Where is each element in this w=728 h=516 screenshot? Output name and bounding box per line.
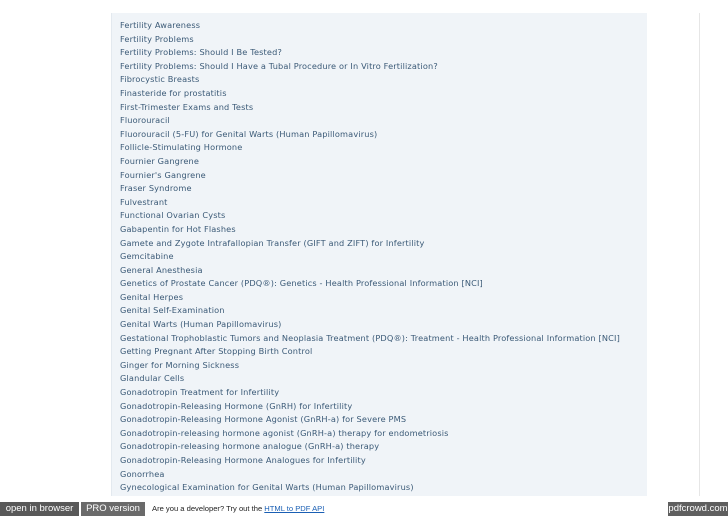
topic-link[interactable]: Fibrocystic Breasts xyxy=(120,74,200,85)
list-item xyxy=(120,166,620,180)
topic-link[interactable]: Gamete and Zygote Intrafallopian Transfer (GIFT and ZIFT) for Infertility xyxy=(120,237,425,248)
topic-link[interactable]: Gemcitabine xyxy=(120,251,174,262)
topic-link[interactable]: Gonadotropin-releasing hormone agonist (GnRH-a) therapy for endometriosis xyxy=(120,427,449,438)
list-item xyxy=(120,437,620,451)
list-item xyxy=(120,220,620,234)
list-item xyxy=(120,301,620,315)
developer-promo xyxy=(152,502,324,516)
list-item xyxy=(120,261,620,275)
pdfcrowd-footer-bar xyxy=(0,502,728,516)
list-item xyxy=(120,206,620,220)
list-item xyxy=(120,397,620,411)
topic-link[interactable]: Fournier Gangrene xyxy=(120,155,200,166)
list-item xyxy=(120,30,620,44)
list-item xyxy=(120,465,620,479)
list-item xyxy=(120,125,620,139)
list-item xyxy=(120,234,620,248)
topic-link[interactable]: Fertility Problems: Should I Have a Tubal Procedure or In Vitro Fertilization? xyxy=(120,60,438,71)
pro-version-button[interactable]: PRO version xyxy=(81,502,145,516)
topic-link[interactable]: Fulvestrant xyxy=(120,196,168,207)
topic-link[interactable]: Genital Warts (Human Papillomavirus) xyxy=(120,319,282,330)
list-item xyxy=(120,193,620,207)
list-item xyxy=(120,451,620,465)
topic-link[interactable]: General Anesthesia xyxy=(120,264,203,275)
topic-link[interactable]: Genetics of Prostate Cancer (PDQ®): Genetics - Health Professional Information [NCI] xyxy=(120,278,483,289)
promo-text: Are you a developer? Try out the xyxy=(152,504,265,513)
topic-link[interactable]: Gestational Trophoblastic Tumors and Neoplasia Treatment (PDQ®): Treatment - Health Professional Information [NCI] xyxy=(120,332,620,343)
list-item xyxy=(120,70,620,84)
list-item xyxy=(120,288,620,302)
topic-link[interactable]: Fluorouracil (5-FU) for Genital Warts (Human Papillomavirus) xyxy=(120,128,378,139)
topic-link-list xyxy=(120,16,620,492)
list-item xyxy=(120,369,620,383)
list-item xyxy=(120,424,620,438)
topic-link[interactable]: Gonadotropin-Releasing Hormone (GnRH) for Infertility xyxy=(120,400,353,411)
html-to-pdf-api-link[interactable]: HTML to PDF API xyxy=(264,504,325,513)
list-item xyxy=(120,111,620,125)
topic-link[interactable]: Glandular Cells xyxy=(120,373,185,384)
list-item xyxy=(120,329,620,343)
list-item xyxy=(120,356,620,370)
topic-link[interactable]: Gonadotropin-Releasing Hormone Agonist (GnRH-a) for Severe PMS xyxy=(120,414,407,425)
topic-link[interactable]: Finasteride for prostatitis xyxy=(120,87,227,98)
list-item xyxy=(120,274,620,288)
topic-link[interactable]: Fertility Problems: Should I Be Tested? xyxy=(120,47,282,58)
list-item xyxy=(120,152,620,166)
topic-link[interactable]: Ginger for Morning Sickness xyxy=(120,359,240,370)
topic-link[interactable]: Fournier's Gangrene xyxy=(120,169,206,180)
list-item xyxy=(120,138,620,152)
topic-link[interactable]: Follicle-Stimulating Hormone xyxy=(120,142,243,153)
list-item xyxy=(120,247,620,261)
list-item xyxy=(120,410,620,424)
topic-link[interactable]: Genital Self-Examination xyxy=(120,305,225,316)
list-item xyxy=(120,57,620,71)
list-item xyxy=(120,342,620,356)
pdfcrowd-brand-link[interactable]: pdfcrowd.com xyxy=(668,503,728,514)
list-item xyxy=(120,315,620,329)
topic-link[interactable]: Gonadotropin-releasing hormone analogue (GnRH-a) therapy xyxy=(120,441,380,452)
topic-link[interactable]: Gynecological Examination for Genital Warts (Human Papillomavirus) xyxy=(120,482,414,493)
right-margin-strip xyxy=(647,13,700,496)
topic-link[interactable]: Gonadotropin Treatment for Infertility xyxy=(120,387,280,398)
topic-link[interactable]: Functional Ovarian Cysts xyxy=(120,210,226,221)
topic-link[interactable]: Genital Herpes xyxy=(120,291,184,302)
topic-link[interactable]: Getting Pregnant After Stopping Birth Control xyxy=(120,346,313,357)
list-item xyxy=(120,383,620,397)
topic-link[interactable]: Fertility Awareness xyxy=(120,20,201,30)
list-item xyxy=(120,179,620,193)
list-item xyxy=(120,84,620,98)
topic-link[interactable]: Fraser Syndrome xyxy=(120,183,192,194)
topic-link[interactable]: Gonorrhea xyxy=(120,468,165,479)
topic-link[interactable]: Fertility Problems xyxy=(120,33,194,44)
list-item xyxy=(120,16,620,30)
topic-link[interactable]: First-Trimester Exams and Tests xyxy=(120,101,254,112)
list-item xyxy=(120,98,620,112)
list-item xyxy=(120,43,620,57)
topic-link[interactable]: Gonadotropin-Releasing Hormone Analogues for Infertility xyxy=(120,455,366,465)
topic-link[interactable]: Gabapentin for Hot Flashes xyxy=(120,223,236,234)
list-item xyxy=(120,478,620,492)
open-in-browser-button[interactable]: open in browser xyxy=(0,502,79,516)
topic-link[interactable]: Fluorouracil xyxy=(120,115,170,126)
